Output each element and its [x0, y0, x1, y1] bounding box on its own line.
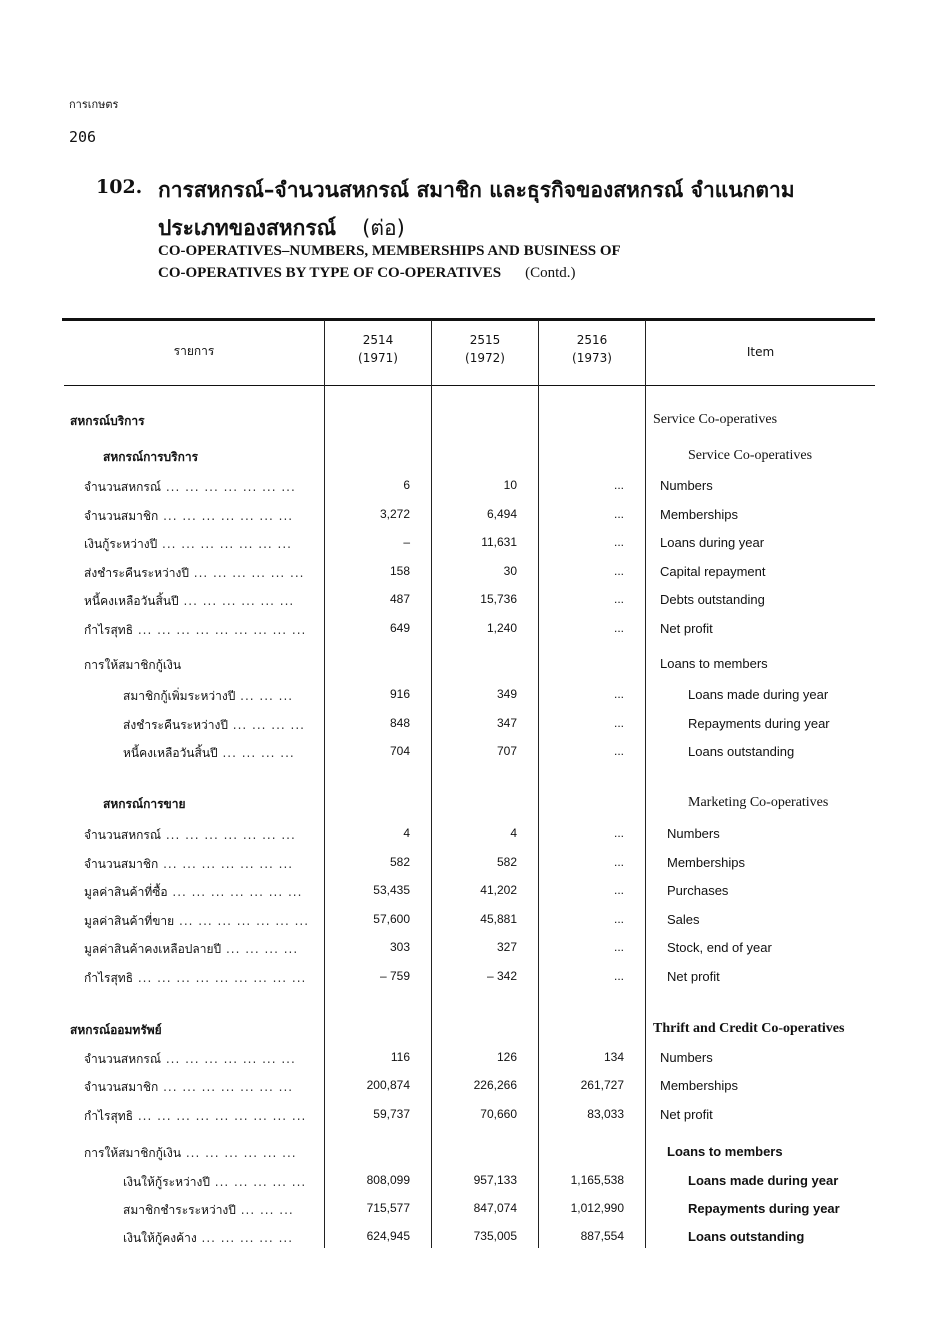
table-row	[0, 940, 941, 964]
dot-leader: ... ... ... ...	[221, 942, 299, 956]
title-thai-text: ประเภทของสหกรณ์	[158, 216, 337, 240]
dot-leader: ... ... ... ... ... ... ... ... ...	[133, 971, 307, 985]
row-label-thai-text: กำไรสุทธิ	[84, 1109, 134, 1123]
cell-value: 916	[389, 687, 410, 701]
cell-value: 887,554	[580, 1229, 624, 1243]
cell-value: 957,133	[473, 1173, 517, 1187]
row-label-en: Purchases	[667, 883, 729, 898]
dot-leader: ... ... ... ... ... ... ...	[174, 914, 310, 928]
table-row	[0, 621, 941, 645]
dot-leader: ... ... ...	[235, 1203, 294, 1217]
row-label-thai	[84, 535, 292, 554]
row-label-thai-text: จำนวนสหกรณ์	[84, 828, 161, 842]
cell-value: 1,240	[486, 621, 517, 635]
dot-leader: ... ... ... ... ... ...	[178, 594, 295, 608]
cell-value: ...	[613, 940, 624, 954]
row-label-thai	[123, 1201, 294, 1220]
row-label-en: Marketing Co-operatives	[688, 795, 829, 810]
cell-value: ...	[613, 592, 624, 606]
table-top-rule	[62, 318, 875, 321]
row-label-en: Loans made during year	[688, 1173, 839, 1188]
row-label-thai	[103, 448, 198, 467]
header-item-thai: รายการ	[173, 344, 215, 358]
row-label-thai	[123, 744, 295, 763]
dot-leader: ... ... ... ... ... ...	[181, 1146, 297, 1160]
cell-value: 83,033	[587, 1107, 624, 1121]
header-year-1972: 2515 (1972)	[465, 333, 505, 365]
cell-value: 6	[403, 478, 410, 492]
dot-leader: ... ... ... ...	[217, 746, 295, 760]
cell-value: 582	[496, 855, 517, 869]
cell-value: 158	[389, 564, 410, 578]
table-row	[0, 448, 941, 472]
table-row	[0, 795, 941, 819]
row-label-thai-text: จำนวนสมาชิก	[84, 857, 159, 871]
row-label-thai-text: สหกรณ์การบริการ	[103, 450, 199, 464]
row-label-en: Loans to members	[660, 656, 768, 671]
table-row	[0, 412, 941, 436]
dot-leader: ... ... ... ... ... ... ...	[158, 1080, 294, 1094]
cell-value: ...	[613, 912, 624, 926]
row-label-thai	[84, 621, 306, 640]
cell-value: 347	[496, 716, 517, 730]
cell-value: 327	[496, 940, 517, 954]
row-label-en: Debts outstanding	[660, 592, 765, 607]
row-label-en: Memberships	[660, 507, 739, 522]
table-row	[0, 656, 941, 680]
cell-value: 847,074	[473, 1201, 517, 1215]
cell-value: 707	[496, 744, 517, 758]
title-thai-line2	[158, 212, 405, 245]
table-row	[0, 883, 941, 907]
cell-value: 116	[390, 1050, 410, 1064]
row-label-thai-text: มูลค่าสินค้าที่ซื้อ	[84, 885, 168, 899]
cell-value: – 342	[486, 969, 517, 983]
dot-leader: ... ... ... ... ... ... ...	[167, 885, 303, 899]
row-label-en: Net profit	[667, 969, 720, 984]
row-label-en: Loans to members	[667, 1144, 783, 1159]
row-label-thai	[84, 826, 296, 845]
row-label-en: Service Co-operatives	[653, 412, 778, 427]
cell-value: 11,631	[481, 535, 517, 549]
cell-value: 349	[496, 687, 517, 701]
table-row	[0, 1050, 941, 1074]
cell-value: ...	[613, 507, 624, 521]
row-label-en: Numbers	[660, 478, 713, 493]
row-label-thai-text: เงินให้กู้ระหว่างปี	[123, 1175, 210, 1189]
row-label-en: Memberships	[660, 1078, 739, 1093]
row-label-en: Repayments during year	[688, 716, 830, 731]
row-label-thai-text: หนี้คงเหลือวันสิ้นปี	[84, 594, 179, 608]
page-number: 206	[69, 128, 97, 146]
row-label-thai-text: สหกรณ์การขาย	[103, 797, 186, 811]
dot-leader: ... ... ... ...	[227, 718, 305, 732]
cell-value: 848	[389, 716, 410, 730]
row-label-thai	[123, 1173, 306, 1192]
cell-value: 10	[503, 478, 517, 492]
cell-value: 53,435	[373, 883, 410, 897]
dot-leader: ... ... ... ... ...	[209, 1175, 307, 1189]
row-label-thai-text: ส่งชำระคืนระหว่างปี	[84, 566, 189, 580]
row-label-en: Thrift and Credit Co-operatives	[653, 1021, 845, 1036]
header-year-1971: 2514 (1971)	[358, 333, 398, 365]
cell-value: ...	[613, 621, 624, 635]
cell-value: 59,737	[373, 1107, 410, 1121]
row-label-thai-text: หนี้คงเหลือวันสิ้นปี	[123, 746, 218, 760]
title-en-contd: (Contd.)	[525, 265, 576, 281]
cell-value: ...	[613, 855, 624, 869]
dot-leader: ... ... ... ... ... ... ... ... ...	[133, 1109, 307, 1123]
cell-value: ...	[613, 969, 624, 983]
cell-value: 126	[496, 1050, 517, 1064]
cell-value: 4	[510, 826, 517, 840]
cell-value: ...	[613, 716, 624, 730]
row-label-thai	[84, 969, 306, 988]
row-label-thai-text: จำนวนสหกรณ์	[84, 480, 161, 494]
cell-value: ...	[613, 883, 624, 897]
cell-value: 134	[603, 1050, 624, 1064]
row-label-thai-text: สมาชิกชำระระหว่างปี	[123, 1203, 236, 1217]
row-label-thai-text: ส่งชำระคืนระหว่างปี	[123, 718, 228, 732]
row-label-en: Repayments during year	[688, 1201, 840, 1216]
cell-value: 226,266	[473, 1078, 517, 1092]
row-label-en: Loans outstanding	[688, 744, 795, 759]
title-thai-contd: (ต่อ)	[362, 216, 405, 240]
table-row	[0, 1107, 941, 1131]
title-en-text: CO-OPERATIVES BY TYPE OF CO-OPERATIVES	[158, 265, 502, 281]
table-row	[0, 687, 941, 711]
running-head: การเกษตร	[69, 98, 119, 111]
row-label-thai	[70, 412, 145, 431]
cell-value: 4	[403, 826, 410, 840]
table-row	[0, 478, 941, 502]
table-row	[0, 1021, 941, 1045]
row-label-thai	[84, 940, 298, 959]
cell-value: 649	[389, 621, 410, 635]
table-row	[0, 1201, 941, 1225]
table-row	[0, 592, 941, 616]
table-row	[0, 744, 941, 768]
cell-value: 3,272	[379, 507, 410, 521]
cell-value: 715,577	[366, 1201, 410, 1215]
row-label-thai	[84, 1078, 293, 1097]
row-label-thai	[84, 592, 294, 611]
row-label-en: Sales	[667, 912, 700, 927]
table-row	[0, 535, 941, 559]
cell-value: 303	[389, 940, 410, 954]
dot-leader: ... ... ... ... ... ...	[188, 566, 305, 580]
row-label-en: Loans made during year	[688, 687, 829, 702]
header-bottom-rule	[64, 385, 875, 386]
row-label-thai	[103, 795, 186, 814]
row-label-en: Capital repayment	[660, 564, 766, 579]
header-year-1973: 2516 (1973)	[572, 333, 612, 365]
row-label-thai	[84, 1144, 297, 1163]
cell-value: 15,736	[480, 592, 517, 606]
row-label-thai	[84, 883, 302, 902]
cell-value: ...	[613, 744, 624, 758]
cell-value: 30	[503, 564, 517, 578]
row-label-thai-text: เงินให้กู้คงค้าง	[123, 1231, 197, 1245]
row-label-thai	[84, 507, 293, 526]
cell-value: 808,099	[366, 1173, 410, 1187]
table-row	[0, 507, 941, 531]
table-row	[0, 912, 941, 936]
cell-value: –	[403, 535, 410, 549]
cell-value: ...	[613, 478, 624, 492]
row-label-thai-text: การให้สมาชิกกู้เงิน	[84, 658, 182, 672]
cell-value: 1,012,990	[570, 1201, 624, 1215]
row-label-thai	[70, 1021, 162, 1040]
row-label-thai-text: เงินกู้ระหว่างปี	[84, 537, 158, 551]
dot-leader: ... ... ... ... ... ... ...	[161, 1052, 296, 1066]
cell-value: ...	[613, 535, 624, 549]
title-thai-line1: การสหกรณ์–จำนวนสหกรณ์ สมาชิก และธุรกิจของสหกรณ์ จำแนกตาม	[158, 178, 795, 202]
cell-value: 200,874	[366, 1078, 410, 1092]
row-label-en: Numbers	[660, 1050, 713, 1065]
row-label-thai	[123, 1229, 293, 1248]
row-label-thai-text: สหกรณ์บริการ	[70, 414, 145, 428]
row-label-thai	[84, 478, 296, 497]
cell-value: 70,660	[480, 1107, 517, 1121]
row-label-thai	[84, 1107, 306, 1126]
row-label-en: Service Co-operatives	[688, 448, 813, 463]
cell-value: 704	[389, 744, 410, 758]
cell-value: 487	[389, 592, 410, 606]
dot-leader: ... ... ... ... ...	[196, 1231, 294, 1245]
row-label-thai-text: การให้สมาชิกกู้เงิน	[84, 1146, 182, 1160]
row-label-thai	[123, 687, 293, 706]
cell-value: – 759	[379, 969, 410, 983]
header-item-en: Item	[746, 345, 775, 359]
row-label-thai	[84, 564, 305, 583]
table-row	[0, 1173, 941, 1197]
table-row	[0, 564, 941, 588]
table-row	[0, 969, 941, 993]
cell-value: ...	[613, 564, 624, 578]
table-number: 102.	[96, 176, 143, 198]
cell-value: 735,005	[473, 1229, 517, 1243]
title-en-line2	[158, 265, 576, 282]
cell-value: ...	[613, 826, 624, 840]
cell-value: 261,727	[580, 1078, 624, 1092]
row-label-en: Net profit	[660, 621, 713, 636]
row-label-en: Memberships	[667, 855, 746, 870]
row-label-thai-text: กำไรสุทธิ	[84, 623, 134, 637]
row-label-en: Loans outstanding	[688, 1229, 805, 1244]
dot-leader: ... ... ... ... ... ... ...	[158, 509, 294, 523]
cell-value: 57,600	[373, 912, 410, 926]
cell-value: 582	[389, 855, 410, 869]
row-label-thai-text: กำไรสุทธิ	[84, 971, 134, 985]
table-row	[0, 1229, 941, 1253]
row-label-thai	[84, 855, 293, 874]
dot-leader: ... ... ... ... ... ... ...	[161, 480, 296, 494]
table-row	[0, 1144, 941, 1168]
title-en-line1: CO-OPERATIVES–NUMBERS, MEMBERSHIPS AND BUSINESS OF	[158, 243, 621, 259]
row-label-en: Stock, end of year	[667, 940, 772, 955]
row-label-thai	[84, 912, 309, 931]
table-row	[0, 855, 941, 879]
dot-leader: ... ... ... ... ... ... ...	[158, 857, 294, 871]
row-label-en: Loans during year	[660, 535, 765, 550]
cell-value: 41,202	[480, 883, 517, 897]
cell-value: 45,881	[480, 912, 517, 926]
row-label-thai-text: มูลค่าสินค้าที่ขาย	[84, 914, 175, 928]
row-label-en: Numbers	[667, 826, 720, 841]
cell-value: ...	[613, 687, 624, 701]
dot-leader: ... ... ... ... ... ... ...	[161, 828, 296, 842]
row-label-thai-text: สหกรณ์ออมทรัพย์	[70, 1023, 162, 1037]
table-row	[0, 1078, 941, 1102]
row-label-thai-text: จำนวนสมาชิก	[84, 509, 159, 523]
cell-value: 6,494	[486, 507, 517, 521]
row-label-thai	[84, 656, 181, 675]
table-row	[0, 826, 941, 850]
table-row	[0, 716, 941, 740]
dot-leader: ... ... ... ... ... ... ...	[157, 537, 292, 551]
row-label-thai-text: จำนวนสหกรณ์	[84, 1052, 161, 1066]
cell-value: 1,165,538	[570, 1173, 624, 1187]
dot-leader: ... ... ... ... ... ... ... ... ...	[133, 623, 307, 637]
cell-value: 624,945	[366, 1229, 410, 1243]
row-label-en: Net profit	[660, 1107, 713, 1122]
row-label-thai	[84, 1050, 296, 1069]
row-label-thai	[123, 716, 305, 735]
row-label-thai-text: มูลค่าสินค้าคงเหลือปลายปี	[84, 942, 222, 956]
dot-leader: ... ... ...	[235, 689, 294, 703]
row-label-thai-text: สมาชิกกู้เพิ่มระหว่างปี	[123, 689, 236, 703]
row-label-thai-text: จำนวนสมาชิก	[84, 1080, 159, 1094]
